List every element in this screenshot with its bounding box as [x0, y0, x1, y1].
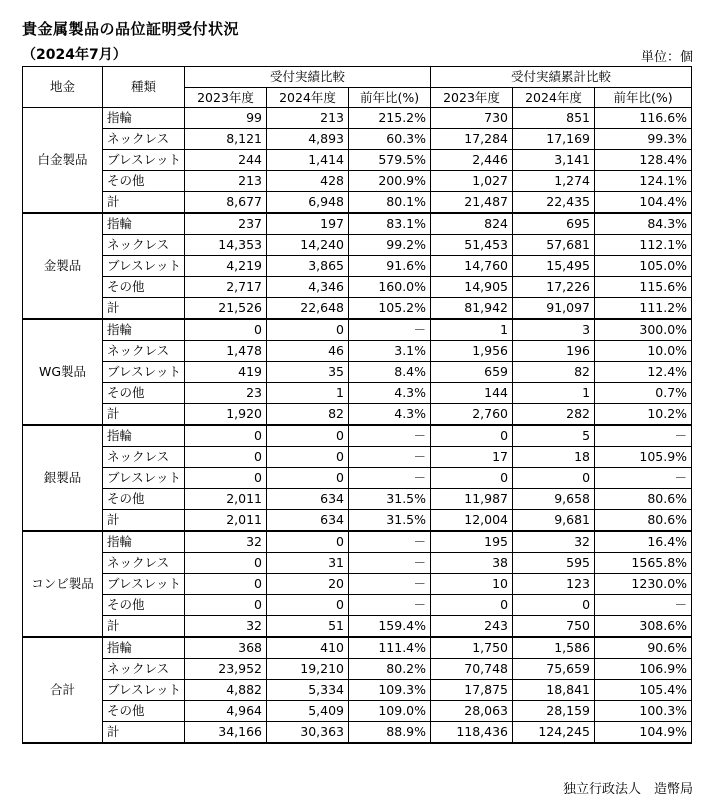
table-row — [23, 680, 692, 701]
yoy-cumulative: 106.9% — [595, 659, 692, 680]
count-2023-monthly: 99 — [185, 108, 267, 129]
count-2024-cumulative: 91,097 — [513, 298, 595, 320]
count-2023-cumulative: 0 — [431, 425, 513, 447]
yoy-monthly: 31.5% — [349, 489, 431, 510]
table-row — [23, 192, 692, 214]
count-2024-monthly: 22,648 — [267, 298, 349, 320]
product-kind: ブレスレット — [103, 256, 185, 277]
count-2023-monthly: 2,011 — [185, 489, 267, 510]
count-2023-monthly: 21,526 — [185, 298, 267, 320]
product-kind: ブレスレット — [103, 362, 185, 383]
count-2024-monthly: 4,346 — [267, 277, 349, 298]
product-kind: ブレスレット — [103, 468, 185, 489]
count-2024-cumulative: 18,841 — [513, 680, 595, 701]
count-2024-cumulative: 0 — [513, 468, 595, 489]
count-2024-monthly: 4,893 — [267, 129, 349, 150]
count-2023-cumulative: 14,905 — [431, 277, 513, 298]
yoy-monthly: － — [349, 468, 431, 489]
count-2023-monthly: 8,121 — [185, 129, 267, 150]
table-row — [23, 722, 692, 744]
count-2024-cumulative: 82 — [513, 362, 595, 383]
header-sub: 前年比(%) — [349, 88, 431, 108]
count-2023-cumulative: 12,004 — [431, 510, 513, 532]
count-2023-cumulative: 21,487 — [431, 192, 513, 214]
count-2023-monthly: 2,717 — [185, 277, 267, 298]
table-row — [23, 425, 692, 447]
count-2023-cumulative: 243 — [431, 616, 513, 638]
table-row — [23, 659, 692, 680]
count-2023-cumulative: 824 — [431, 213, 513, 235]
count-2024-monthly: 35 — [267, 362, 349, 383]
yoy-monthly: 3.1% — [349, 341, 431, 362]
table-row — [23, 362, 692, 383]
yoy-monthly: 215.2% — [349, 108, 431, 129]
count-2024-cumulative: 851 — [513, 108, 595, 129]
yoy-cumulative: 116.6% — [595, 108, 692, 129]
product-kind: 指輪 — [103, 637, 185, 659]
yoy-monthly: 91.6% — [349, 256, 431, 277]
count-2023-cumulative: 51,453 — [431, 235, 513, 256]
count-2023-monthly: 0 — [185, 468, 267, 489]
yoy-cumulative: 10.0% — [595, 341, 692, 362]
count-2024-monthly: 1,414 — [267, 150, 349, 171]
yoy-monthly: 99.2% — [349, 235, 431, 256]
count-2024-monthly: 46 — [267, 341, 349, 362]
count-2024-cumulative: 22,435 — [513, 192, 595, 214]
product-kind: 計 — [103, 298, 185, 320]
yoy-cumulative: － — [595, 595, 692, 616]
product-kind: その他 — [103, 277, 185, 298]
yoy-monthly: 105.2% — [349, 298, 431, 320]
yoy-cumulative: 112.1% — [595, 235, 692, 256]
count-2023-monthly: 4,882 — [185, 680, 267, 701]
yoy-monthly: 109.0% — [349, 701, 431, 722]
yoy-cumulative: 115.6% — [595, 277, 692, 298]
header-sub: 前年比(%) — [595, 88, 692, 108]
count-2023-cumulative: 70,748 — [431, 659, 513, 680]
count-2024-monthly: 213 — [267, 108, 349, 129]
count-2023-cumulative: 14,760 — [431, 256, 513, 277]
yoy-cumulative: 90.6% — [595, 637, 692, 659]
product-kind: その他 — [103, 383, 185, 404]
yoy-monthly: 8.4% — [349, 362, 431, 383]
table-row — [23, 553, 692, 574]
count-2024-monthly: 20 — [267, 574, 349, 595]
count-2024-monthly: 0 — [267, 447, 349, 468]
product-kind: 指輪 — [103, 425, 185, 447]
yoy-monthly: 160.0% — [349, 277, 431, 298]
count-2024-cumulative: 695 — [513, 213, 595, 235]
yoy-cumulative: 111.2% — [595, 298, 692, 320]
count-2023-cumulative: 38 — [431, 553, 513, 574]
header-metal: 地金 — [23, 67, 103, 108]
header-sub: 2023年度 — [431, 88, 513, 108]
table-row — [23, 510, 692, 532]
count-2024-monthly: 3,865 — [267, 256, 349, 277]
metal-group-label: コンビ製品 — [23, 531, 103, 637]
product-kind: ブレスレット — [103, 574, 185, 595]
yoy-cumulative: － — [595, 425, 692, 447]
table-row — [23, 341, 692, 362]
table-row — [23, 129, 692, 150]
product-kind: その他 — [103, 489, 185, 510]
count-2023-monthly: 4,964 — [185, 701, 267, 722]
header-sub: 2024年度 — [513, 88, 595, 108]
product-kind: その他 — [103, 595, 185, 616]
yoy-monthly: 4.3% — [349, 404, 431, 426]
yoy-monthly: － — [349, 574, 431, 595]
count-2023-monthly: 1,478 — [185, 341, 267, 362]
yoy-cumulative: 1565.8% — [595, 553, 692, 574]
count-2024-monthly: 19,210 — [267, 659, 349, 680]
count-2024-cumulative: 15,495 — [513, 256, 595, 277]
count-2024-cumulative: 17,169 — [513, 129, 595, 150]
yoy-cumulative: 104.4% — [595, 192, 692, 214]
header-sub: 2023年度 — [185, 88, 267, 108]
count-2024-cumulative: 1 — [513, 383, 595, 404]
metal-group-label: 合計 — [23, 637, 103, 743]
metal-group-label: 銀製品 — [23, 425, 103, 531]
count-2023-monthly: 32 — [185, 616, 267, 638]
table-row — [23, 277, 692, 298]
count-2024-cumulative: 9,658 — [513, 489, 595, 510]
yoy-monthly: － — [349, 447, 431, 468]
yoy-cumulative: 308.6% — [595, 616, 692, 638]
count-2023-cumulative: 144 — [431, 383, 513, 404]
count-2023-cumulative: 11,987 — [431, 489, 513, 510]
yoy-monthly: 159.4% — [349, 616, 431, 638]
yoy-monthly: 111.4% — [349, 637, 431, 659]
yoy-cumulative: 80.6% — [595, 489, 692, 510]
count-2023-monthly: 419 — [185, 362, 267, 383]
product-kind: ネックレス — [103, 447, 185, 468]
yoy-monthly: 579.5% — [349, 150, 431, 171]
table-row — [23, 150, 692, 171]
product-kind: 指輪 — [103, 319, 185, 341]
yoy-monthly: － — [349, 595, 431, 616]
product-kind: 指輪 — [103, 531, 185, 553]
count-2024-monthly: 0 — [267, 468, 349, 489]
count-2024-monthly: 0 — [267, 595, 349, 616]
product-kind: 計 — [103, 616, 185, 638]
count-2023-monthly: 0 — [185, 553, 267, 574]
count-2023-monthly: 14,353 — [185, 235, 267, 256]
table-row — [23, 319, 692, 341]
count-2023-cumulative: 1 — [431, 319, 513, 341]
count-2023-monthly: 2,011 — [185, 510, 267, 532]
product-kind: ブレスレット — [103, 150, 185, 171]
count-2024-cumulative: 3 — [513, 319, 595, 341]
product-kind: 計 — [103, 404, 185, 426]
count-2023-cumulative: 0 — [431, 595, 513, 616]
count-2023-monthly: 8,677 — [185, 192, 267, 214]
count-2023-cumulative: 1,027 — [431, 171, 513, 192]
table-row — [23, 637, 692, 659]
count-2023-monthly: 237 — [185, 213, 267, 235]
table-row — [23, 235, 692, 256]
table-row — [23, 701, 692, 722]
count-2023-cumulative: 195 — [431, 531, 513, 553]
table-row — [23, 574, 692, 595]
count-2023-monthly: 368 — [185, 637, 267, 659]
yoy-monthly: 80.2% — [349, 659, 431, 680]
yoy-cumulative: 124.1% — [595, 171, 692, 192]
product-kind: 指輪 — [103, 108, 185, 129]
yoy-cumulative: 128.4% — [595, 150, 692, 171]
metal-group-label: 金製品 — [23, 213, 103, 319]
table-row — [23, 108, 692, 129]
yoy-cumulative: 0.7% — [595, 383, 692, 404]
table-row — [23, 383, 692, 404]
table-row — [23, 256, 692, 277]
yoy-cumulative: 10.2% — [595, 404, 692, 426]
count-2024-monthly: 5,409 — [267, 701, 349, 722]
count-2023-monthly: 34,166 — [185, 722, 267, 744]
yoy-cumulative: 99.3% — [595, 129, 692, 150]
count-2023-monthly: 0 — [185, 595, 267, 616]
yoy-monthly: 88.9% — [349, 722, 431, 744]
unit-label: 単位：個 — [640, 50, 693, 65]
table-row — [23, 531, 692, 553]
count-2023-monthly: 4,219 — [185, 256, 267, 277]
header-monthly-comparison: 受付実績比較 — [185, 67, 431, 88]
count-2023-monthly: 23,952 — [185, 659, 267, 680]
product-kind: その他 — [103, 171, 185, 192]
count-2024-monthly: 0 — [267, 319, 349, 341]
count-2023-cumulative: 17,284 — [431, 129, 513, 150]
yoy-monthly: 31.5% — [349, 510, 431, 532]
yoy-monthly: 83.1% — [349, 213, 431, 235]
count-2024-cumulative: 5 — [513, 425, 595, 447]
count-2023-monthly: 1,920 — [185, 404, 267, 426]
metal-group-label: WG製品 — [23, 319, 103, 425]
count-2023-cumulative: 1,956 — [431, 341, 513, 362]
yoy-monthly: － — [349, 531, 431, 553]
header-kind: 種類 — [103, 67, 185, 108]
product-kind: ブレスレット — [103, 680, 185, 701]
yoy-monthly: － — [349, 425, 431, 447]
count-2024-cumulative: 0 — [513, 595, 595, 616]
yoy-monthly: 200.9% — [349, 171, 431, 192]
table-row — [23, 447, 692, 468]
report-period: （2024年7月） — [22, 47, 127, 63]
count-2023-cumulative: 17,875 — [431, 680, 513, 701]
product-kind: 計 — [103, 510, 185, 532]
count-2024-cumulative: 282 — [513, 404, 595, 426]
count-2023-cumulative: 1,750 — [431, 637, 513, 659]
count-2024-cumulative: 123 — [513, 574, 595, 595]
count-2023-cumulative: 2,446 — [431, 150, 513, 171]
header-row-1 — [23, 67, 692, 88]
yoy-monthly: 109.3% — [349, 680, 431, 701]
count-2024-monthly: 31 — [267, 553, 349, 574]
count-2024-monthly: 634 — [267, 489, 349, 510]
count-2024-monthly: 0 — [267, 531, 349, 553]
count-2023-cumulative: 118,436 — [431, 722, 513, 744]
table-row — [23, 404, 692, 426]
count-2024-cumulative: 32 — [513, 531, 595, 553]
product-kind: ネックレス — [103, 341, 185, 362]
yoy-cumulative: 84.3% — [595, 213, 692, 235]
count-2024-monthly: 634 — [267, 510, 349, 532]
count-2024-monthly: 82 — [267, 404, 349, 426]
yoy-cumulative: 300.0% — [595, 319, 692, 341]
count-2023-cumulative: 0 — [431, 468, 513, 489]
yoy-cumulative: 12.4% — [595, 362, 692, 383]
count-2024-cumulative: 9,681 — [513, 510, 595, 532]
count-2024-monthly: 5,334 — [267, 680, 349, 701]
count-2023-cumulative: 28,063 — [431, 701, 513, 722]
count-2024-cumulative: 595 — [513, 553, 595, 574]
certification-table — [22, 66, 692, 744]
count-2023-monthly: 0 — [185, 319, 267, 341]
count-2024-cumulative: 750 — [513, 616, 595, 638]
count-2024-cumulative: 17,226 — [513, 277, 595, 298]
yoy-monthly: － — [349, 553, 431, 574]
yoy-monthly: 80.1% — [349, 192, 431, 214]
count-2024-cumulative: 75,659 — [513, 659, 595, 680]
count-2023-monthly: 244 — [185, 150, 267, 171]
yoy-cumulative: 100.3% — [595, 701, 692, 722]
product-kind: ネックレス — [103, 553, 185, 574]
yoy-cumulative: 105.0% — [595, 256, 692, 277]
count-2023-monthly: 0 — [185, 447, 267, 468]
table-row — [23, 468, 692, 489]
table-row — [23, 595, 692, 616]
table-row — [23, 213, 692, 235]
count-2024-cumulative: 1,274 — [513, 171, 595, 192]
product-kind: ネックレス — [103, 659, 185, 680]
yoy-cumulative: 104.9% — [595, 722, 692, 744]
count-2023-monthly: 0 — [185, 574, 267, 595]
count-2024-monthly: 51 — [267, 616, 349, 638]
issuer-footer: 独立行政法人 造幣局 — [562, 782, 693, 797]
product-kind: その他 — [103, 701, 185, 722]
count-2023-cumulative: 10 — [431, 574, 513, 595]
yoy-cumulative: 105.4% — [595, 680, 692, 701]
count-2023-monthly: 23 — [185, 383, 267, 404]
count-2024-cumulative: 124,245 — [513, 722, 595, 744]
table-row — [23, 298, 692, 320]
count-2024-monthly: 197 — [267, 213, 349, 235]
count-2024-cumulative: 18 — [513, 447, 595, 468]
product-kind: 計 — [103, 722, 185, 744]
count-2024-cumulative: 57,681 — [513, 235, 595, 256]
table-row — [23, 171, 692, 192]
count-2023-cumulative: 81,942 — [431, 298, 513, 320]
count-2024-cumulative: 1,586 — [513, 637, 595, 659]
yoy-monthly: 60.3% — [349, 129, 431, 150]
report-title: 貴金属製品の品位証明受付状況 — [22, 20, 240, 38]
yoy-monthly: － — [349, 319, 431, 341]
product-kind: ネックレス — [103, 235, 185, 256]
count-2024-cumulative: 196 — [513, 341, 595, 362]
count-2023-monthly: 0 — [185, 425, 267, 447]
count-2024-monthly: 6,948 — [267, 192, 349, 214]
count-2023-monthly: 32 — [185, 531, 267, 553]
count-2024-monthly: 1 — [267, 383, 349, 404]
count-2024-monthly: 0 — [267, 425, 349, 447]
count-2024-cumulative: 3,141 — [513, 150, 595, 171]
product-kind: ネックレス — [103, 129, 185, 150]
count-2024-monthly: 410 — [267, 637, 349, 659]
count-2023-cumulative: 2,760 — [431, 404, 513, 426]
count-2024-cumulative: 28,159 — [513, 701, 595, 722]
product-kind: 計 — [103, 192, 185, 214]
product-kind: 指輪 — [103, 213, 185, 235]
table-row — [23, 489, 692, 510]
count-2024-monthly: 14,240 — [267, 235, 349, 256]
count-2024-monthly: 428 — [267, 171, 349, 192]
count-2023-cumulative: 17 — [431, 447, 513, 468]
yoy-cumulative: 80.6% — [595, 510, 692, 532]
count-2023-monthly: 213 — [185, 171, 267, 192]
metal-group-label: 白金製品 — [23, 108, 103, 214]
count-2023-cumulative: 659 — [431, 362, 513, 383]
yoy-cumulative: 1230.0% — [595, 574, 692, 595]
table-row — [23, 616, 692, 638]
header-sub: 2024年度 — [267, 88, 349, 108]
yoy-cumulative: － — [595, 468, 692, 489]
yoy-monthly: 4.3% — [349, 383, 431, 404]
yoy-cumulative: 105.9% — [595, 447, 692, 468]
count-2024-monthly: 30,363 — [267, 722, 349, 744]
count-2023-cumulative: 730 — [431, 108, 513, 129]
yoy-cumulative: 16.4% — [595, 531, 692, 553]
header-cumulative-comparison: 受付実績累計比較 — [431, 67, 692, 88]
